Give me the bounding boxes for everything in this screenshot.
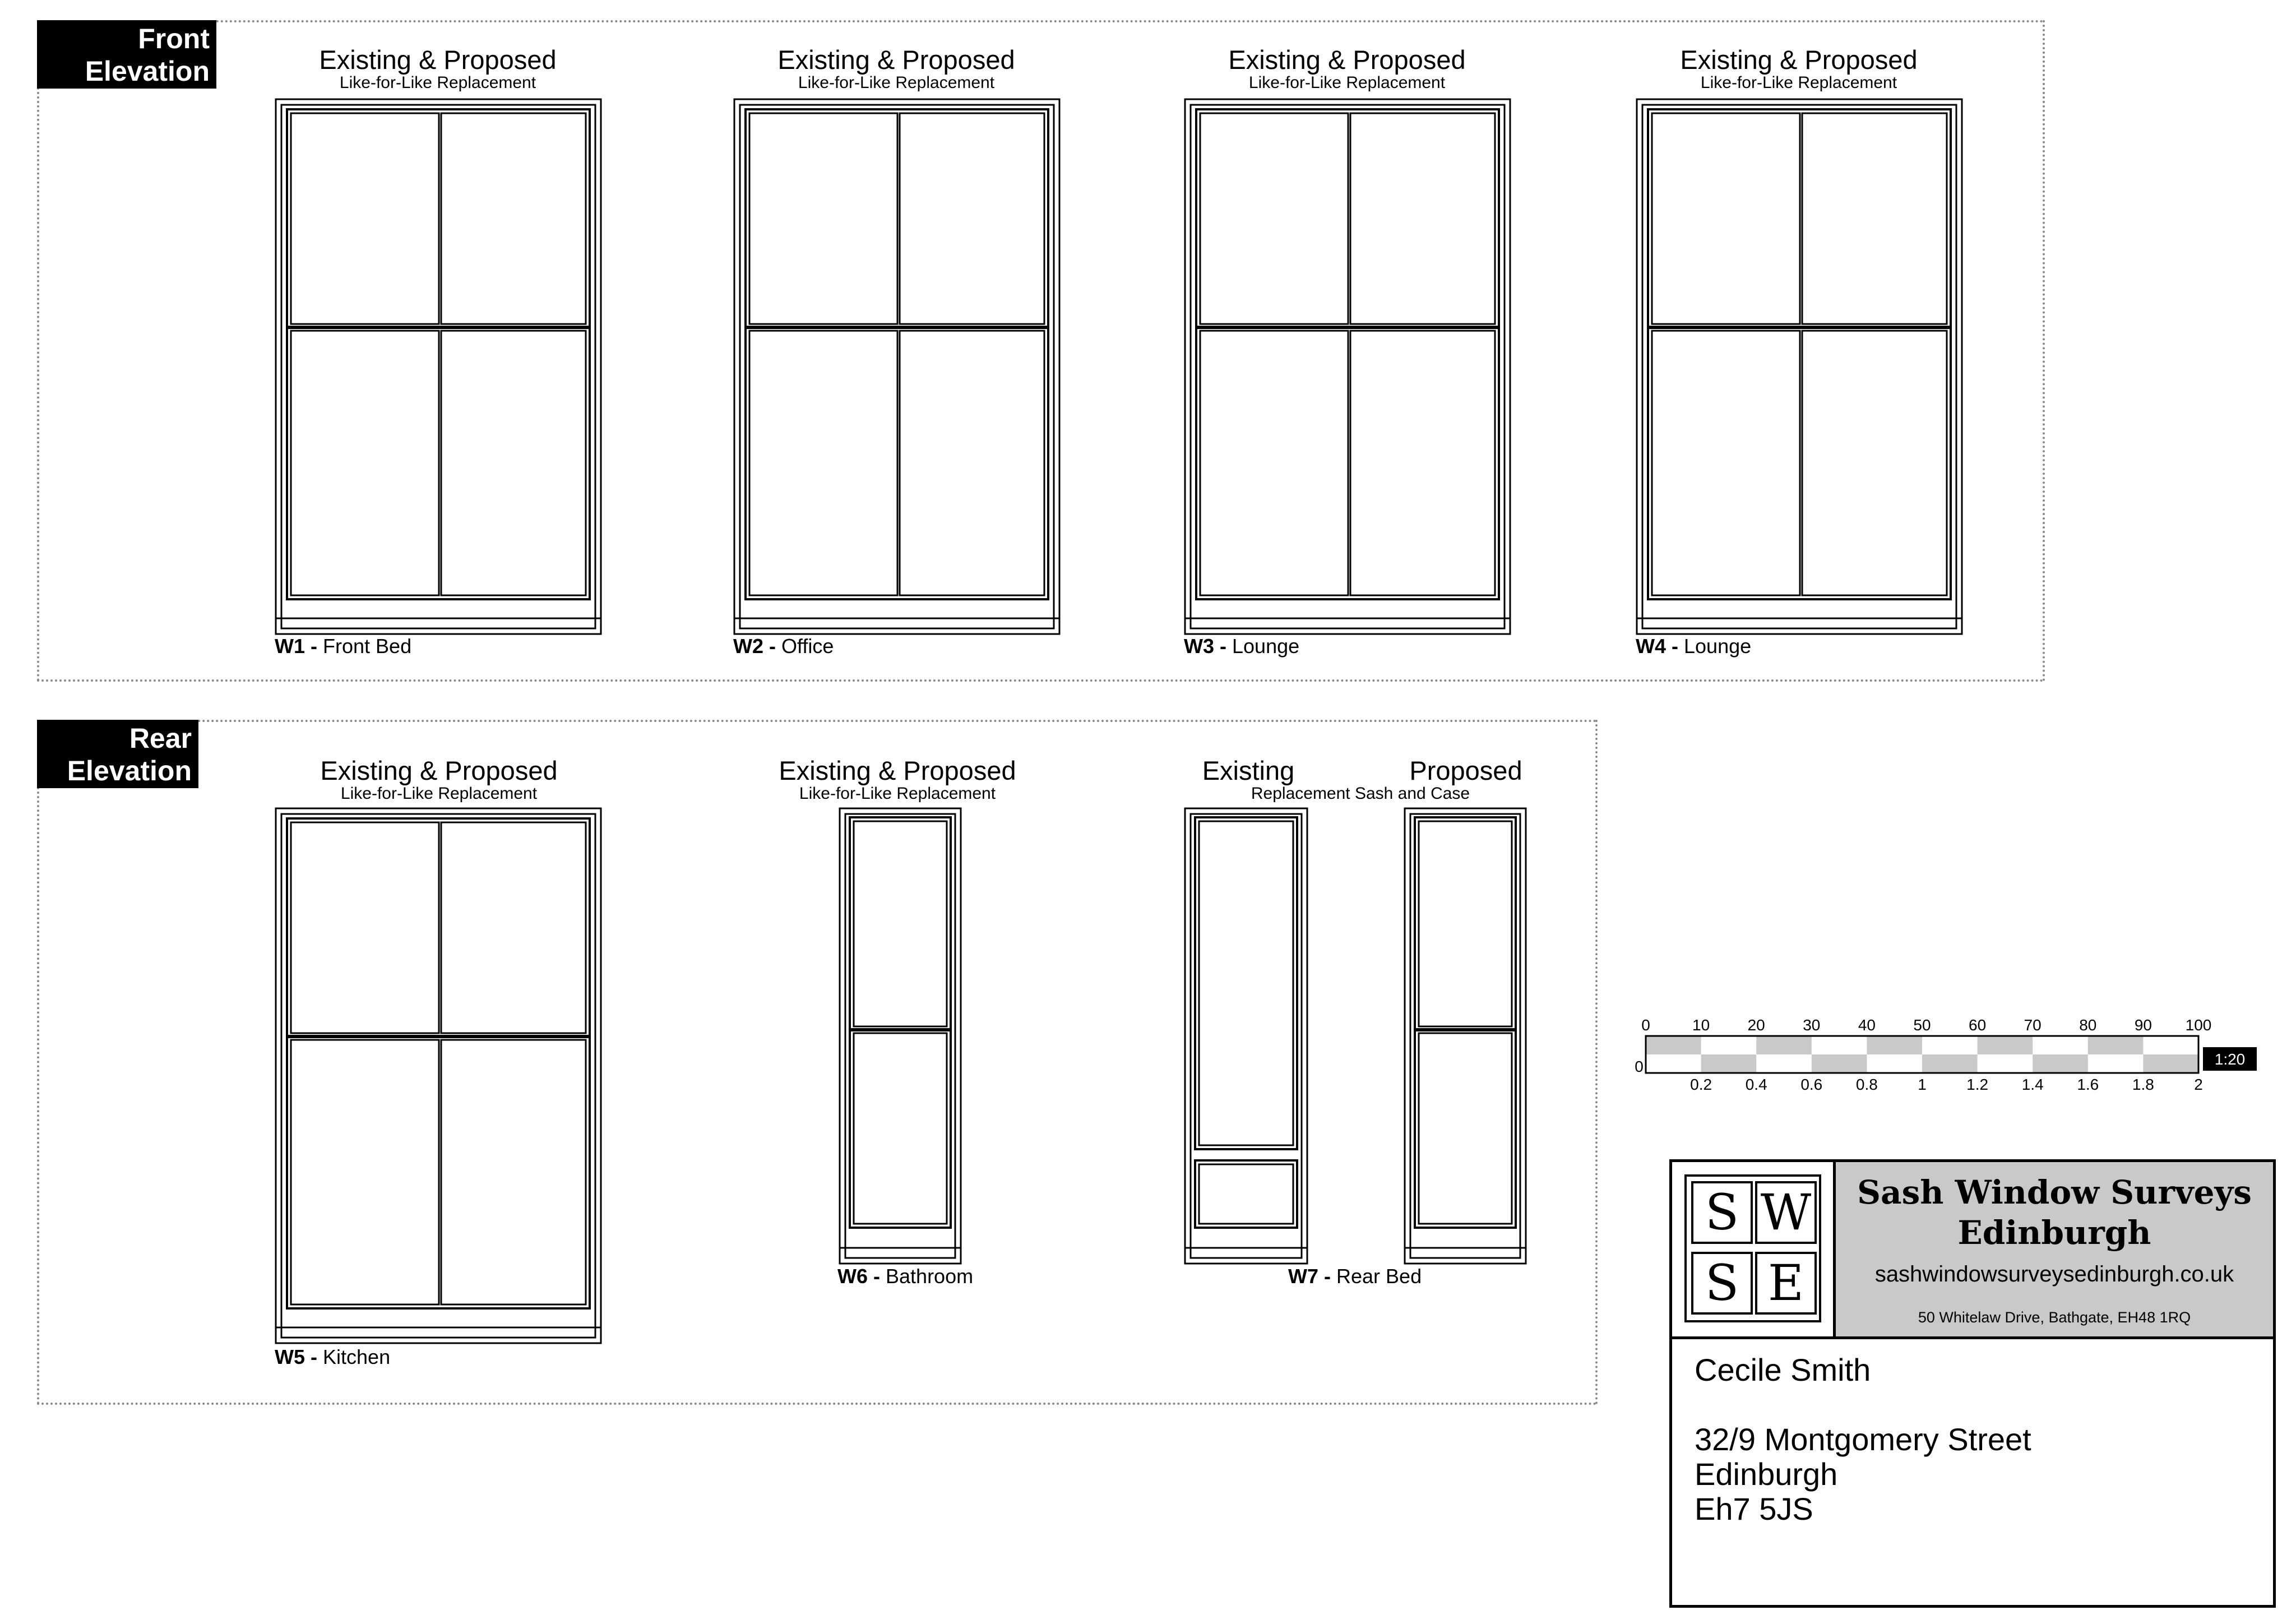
- scale-top-tick-label: 40: [1858, 1016, 1876, 1034]
- scale-top-tick-label: 50: [1913, 1016, 1931, 1034]
- logo-letter-e: E: [1755, 1252, 1817, 1315]
- scale-top-tick-label: 10: [1692, 1016, 1710, 1034]
- w3-window-drawing: [1184, 98, 1511, 635]
- client-details: [1695, 1353, 2031, 1526]
- w4-code: W4 -: [1636, 635, 1678, 658]
- scale-bottom-tick-label: 0.4: [1745, 1076, 1767, 1093]
- scale-bottom-tick-label: 1.4: [2021, 1076, 2044, 1093]
- company-name-line2: Edinburgh: [1957, 1214, 2151, 1252]
- w7-title-existing: Existing: [1202, 756, 1295, 785]
- w7-title-proposed: Proposed: [1409, 756, 1522, 785]
- scale-top-tick-label: 70: [2024, 1016, 2042, 1034]
- w1-caption: [275, 635, 411, 658]
- scale-bottom-tick-label: 0.6: [1800, 1076, 1823, 1093]
- w4-caption: [1636, 635, 1751, 658]
- w5-code: W5 -: [275, 1345, 317, 1368]
- w4-subtitle: Like-for-Like Replacement: [1700, 73, 1897, 92]
- scale-bottom-tick-label: 1.2: [1966, 1076, 1989, 1093]
- w1-title: Existing & Proposed: [319, 45, 557, 75]
- scale-bottom-tick-label: 0: [1635, 1058, 1644, 1075]
- scale-top-tick-label: 30: [1803, 1016, 1821, 1034]
- scale-cell: [1701, 1054, 1757, 1073]
- scale-top-tick-label: 100: [2185, 1016, 2212, 1034]
- w2-caption: [733, 635, 834, 658]
- client-address-line1: 32/9 Montgomery Street: [1695, 1422, 2031, 1457]
- scale-top-tick-label: 20: [1747, 1016, 1765, 1034]
- scale-cell: [1812, 1054, 1867, 1073]
- w2-subtitle: Like-for-Like Replacement: [798, 73, 995, 92]
- w5-room: Kitchen: [323, 1345, 391, 1368]
- w1-window-drawing: [275, 98, 602, 635]
- w2-window-drawing: [733, 98, 1061, 635]
- scale-ratio: 1:20: [2214, 1051, 2246, 1068]
- front-label-line1: Front: [138, 23, 210, 54]
- w3-room: Lounge: [1232, 635, 1300, 658]
- logo-letter-w: W: [1755, 1181, 1817, 1244]
- scale-checker-cells: [1646, 1036, 2198, 1073]
- client-name: Cecile Smith: [1695, 1352, 1871, 1387]
- scale-cell: [1646, 1036, 1701, 1054]
- w6-title: Existing & Proposed: [779, 756, 1016, 785]
- w7-code: W7 -: [1288, 1265, 1331, 1288]
- scale-bottom-tick-label: 1.6: [2077, 1076, 2099, 1093]
- front-elevation-label: [37, 20, 216, 89]
- w6-subtitle: Like-for-Like Replacement: [799, 784, 996, 803]
- scale-bottom-tick-label: 1.8: [2132, 1076, 2154, 1093]
- rear-elevation-section: [37, 720, 1598, 1405]
- scale-top-tick-label: 80: [2079, 1016, 2097, 1034]
- w3-code: W3 -: [1184, 635, 1226, 658]
- company-logo: [1672, 1162, 1836, 1336]
- w1-code: W1 -: [275, 635, 317, 658]
- logo-letter-s2: S: [1691, 1252, 1753, 1315]
- w6-room: Bathroom: [886, 1265, 974, 1288]
- front-label-line2: Elevation: [85, 55, 210, 87]
- client-address-line3: Eh7 5JS: [1695, 1491, 1813, 1526]
- scale-cell: [1978, 1036, 2033, 1054]
- rear-label-line2: Elevation: [67, 755, 192, 786]
- w7-existing-window-drawing: [1184, 807, 1308, 1265]
- w7-room: Rear Bed: [1336, 1265, 1422, 1288]
- company-address: 50 Whitelaw Drive, Bathgate, EH48 1RQ: [1918, 1309, 2191, 1326]
- title-block: [1669, 1159, 2276, 1608]
- w3-caption: [1184, 635, 1299, 658]
- scale-top-tick-label: 60: [1969, 1016, 1987, 1034]
- w6-code: W6 -: [837, 1265, 880, 1288]
- w5-window-drawing: [275, 807, 602, 1344]
- w1-room: Front Bed: [323, 635, 412, 658]
- w6-caption: [837, 1265, 973, 1288]
- scale-bottom-tick-label: 0.2: [1690, 1076, 1712, 1093]
- company-name: [1836, 1172, 2273, 1253]
- w4-title: Existing & Proposed: [1680, 45, 1918, 75]
- client-address-line2: Edinburgh: [1695, 1456, 1838, 1492]
- scale-bottom-tick-label: 2: [2194, 1076, 2203, 1093]
- company-website: sashwindowsurveysedinburgh.co.uk: [1874, 1262, 2234, 1287]
- scale-cell: [1922, 1054, 1978, 1073]
- rear-elevation-label: [37, 720, 198, 788]
- scale-cell: [2143, 1054, 2198, 1073]
- scale-cell: [2033, 1054, 2088, 1073]
- scale-bottom-tick-label: 0.8: [1855, 1076, 1878, 1093]
- company-name-line1: Sash Window Surveys: [1857, 1173, 2252, 1211]
- w3-title: Existing & Proposed: [1228, 45, 1466, 75]
- logo-letter-s1: S: [1691, 1181, 1753, 1244]
- scale-top-tick-label: 0: [1641, 1016, 1650, 1034]
- w5-subtitle: Like-for-Like Replacement: [340, 784, 538, 803]
- scale-top-tick-labels: [1641, 1016, 2211, 1034]
- w4-room: Lounge: [1684, 635, 1752, 658]
- scale-bottom-tick-label: 1: [1918, 1076, 1927, 1093]
- rear-label-line1: Rear: [129, 723, 192, 754]
- w7-proposed-window-drawing: [1404, 807, 1527, 1265]
- scale-cell: [2088, 1036, 2144, 1054]
- w2-code: W2 -: [733, 635, 776, 658]
- w6-window-drawing: [839, 807, 962, 1265]
- w5-title: Existing & Proposed: [320, 756, 558, 785]
- w2-room: Office: [781, 635, 834, 658]
- scale-cell: [1756, 1036, 1812, 1054]
- scale-top-tick-label: 90: [2134, 1016, 2152, 1034]
- w3-subtitle: Like-for-Like Replacement: [1248, 73, 1446, 92]
- scale-bar: [1637, 1009, 2265, 1110]
- w7-subtitle: Replacement Sash and Case: [1251, 784, 1470, 803]
- w4-window-drawing: [1636, 98, 1963, 635]
- scale-cell: [1867, 1036, 1922, 1054]
- w1-subtitle: Like-for-Like Replacement: [339, 73, 536, 92]
- w5-caption: [275, 1345, 390, 1369]
- w2-title: Existing & Proposed: [777, 45, 1015, 75]
- title-block-header: [1672, 1162, 2273, 1339]
- company-info: [1836, 1162, 2273, 1336]
- w7-caption: [1288, 1265, 1422, 1288]
